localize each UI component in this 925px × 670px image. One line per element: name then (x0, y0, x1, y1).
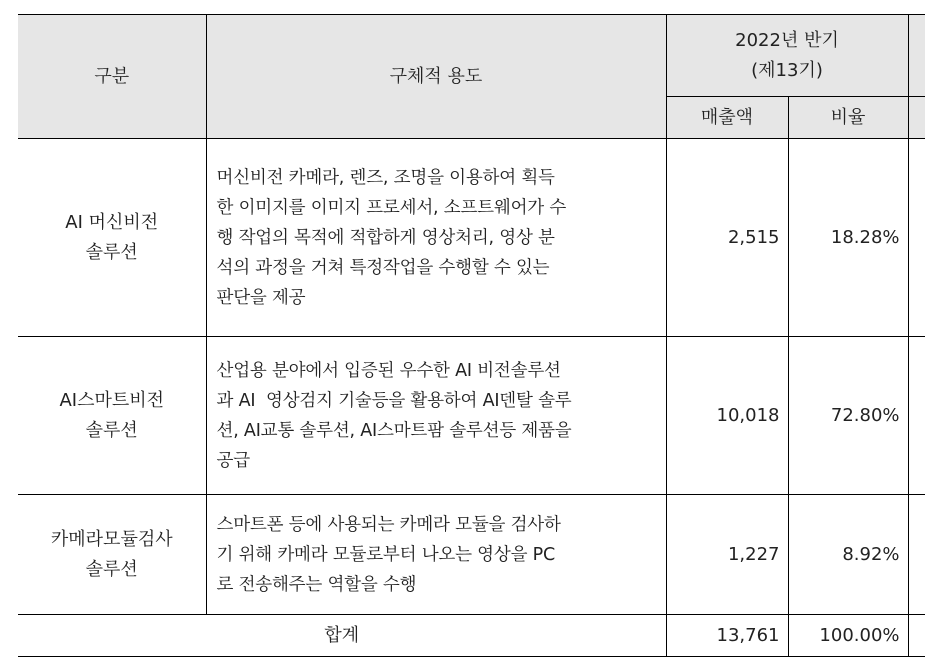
row-category: AI스마트비전 솔루션 (18, 337, 206, 495)
header-usage: 구체적 용도 (206, 15, 666, 139)
header-period (666, 15, 908, 97)
row-category: AI 머신비전 솔루션 (18, 139, 206, 337)
table-row (18, 495, 925, 615)
table-row (18, 337, 925, 495)
header-ratio: 비율 (788, 97, 908, 139)
row-usage: 머신비전 카메라, 렌즈, 조명을 이용하여 획득 한 이미지를 이미지 프로세서, 소프트웨어가 수 행 작업의 목적에 적합하게 영상처리, 영상 분 석의 과정을 거쳐 특정작업을 수행할 수 있는 판단을 제공 (206, 139, 666, 337)
total-label: 합계 (18, 615, 666, 657)
header-extra-cell (908, 15, 925, 97)
row-extra-cell (908, 337, 925, 495)
total-ratio: 100.00% (788, 615, 908, 657)
row-sales: 1,227 (666, 495, 788, 615)
row-extra-cell (908, 139, 925, 337)
total-row (18, 615, 925, 657)
row-sales: 10,018 (666, 337, 788, 495)
header-sales: 매출액 (666, 97, 788, 139)
row-ratio: 18.28% (788, 139, 908, 337)
row-usage: 산업용 분야에서 입증된 우수한 AI 비전솔루션 과 AI 영상검지 기술등을 활용하여 AI덴탈 솔루 션, AI교통 솔루션, AI스마트팜 솔루션등 제품을 공급 (206, 337, 666, 495)
header-period-line1: 2022년 반기 (735, 29, 839, 51)
header-category: 구분 (18, 15, 206, 139)
row-ratio: 72.80% (788, 337, 908, 495)
row-category: 카메라모듈검사 솔루션 (18, 495, 206, 615)
row-extra-cell (908, 495, 925, 615)
row-ratio: 8.92% (788, 495, 908, 615)
header-extra-cell-2 (908, 97, 925, 139)
table-row (18, 139, 925, 337)
sales-by-product-table (18, 14, 925, 657)
total-extra-cell (908, 615, 925, 657)
row-sales: 2,515 (666, 139, 788, 337)
row-usage: 스마트폰 등에 사용되는 카메라 모듈을 검사하 기 위해 카메라 모듈로부터 나오는 영상을 PC 로 전송해주는 역할을 수행 (206, 495, 666, 615)
header-period-line2: (제13기) (751, 59, 823, 81)
total-sales: 13,761 (666, 615, 788, 657)
